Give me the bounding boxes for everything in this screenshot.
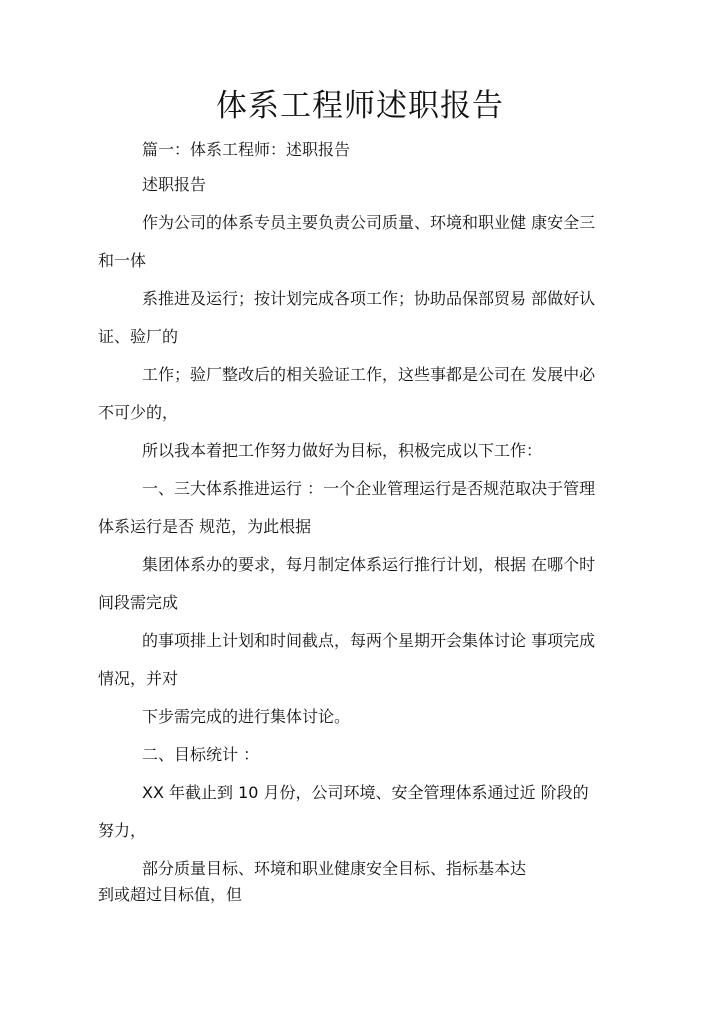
paragraph-line: 和一体 xyxy=(98,251,147,270)
document-title: 体系工程师述职报告 xyxy=(216,88,504,124)
paragraph-line: 集团体系办的要求，每月制定体系运行推行计划，根据 在哪个时 xyxy=(142,555,596,574)
paragraph-line: 述职报告 xyxy=(142,175,207,194)
paragraph-line: 到或超过目标值，但 xyxy=(98,885,243,904)
paragraph-line: 体系运行是否 规范，为此根据 xyxy=(98,517,312,536)
paragraph-line: 一、三大体系推进运行 ：一个企业管理运行是否规范取决于管理 xyxy=(142,479,596,498)
paragraph-line: 证、验厂的 xyxy=(98,327,179,346)
paragraph-line: 下步需完成的进行集体讨论。 xyxy=(142,707,351,726)
paragraph-line: 部分质量目标、环境和职业健康安全目标、指标基本达 xyxy=(142,859,527,878)
paragraph-line: 的事项排上计划和时间截点，每两个星期开会集体讨论 事项完成 xyxy=(142,631,596,650)
paragraph-line: 努力， xyxy=(98,821,147,840)
paragraph-line: XX 年截止到 10 月份，公司环境、安全管理体系通过近 阶段的 xyxy=(142,783,589,802)
paragraph-line: 所以我本着把工作努力做好为目标，积极完成以下工作： xyxy=(142,441,543,460)
paragraph-line: 间段需完成 xyxy=(98,593,179,612)
paragraph-line: 作为公司的体系专员主要负责公司质量、环境和职业健 康安全三 xyxy=(142,213,596,232)
paragraph-line: 篇一：体系工程师：述职报告 xyxy=(142,140,351,159)
paragraph-line: 二、目标统计 ： xyxy=(142,745,260,764)
paragraph-line: 情况，并对 xyxy=(98,669,179,688)
paragraph-line: 不可少的， xyxy=(98,403,179,422)
paragraph-line: 工作；验厂整改后的相关验证工作，这些事都是公司在 发展中必 xyxy=(142,365,596,384)
paragraph-line: 系推进及运行；按计划完成各项工作；协助品保部贸易 部做好认 xyxy=(142,289,596,308)
